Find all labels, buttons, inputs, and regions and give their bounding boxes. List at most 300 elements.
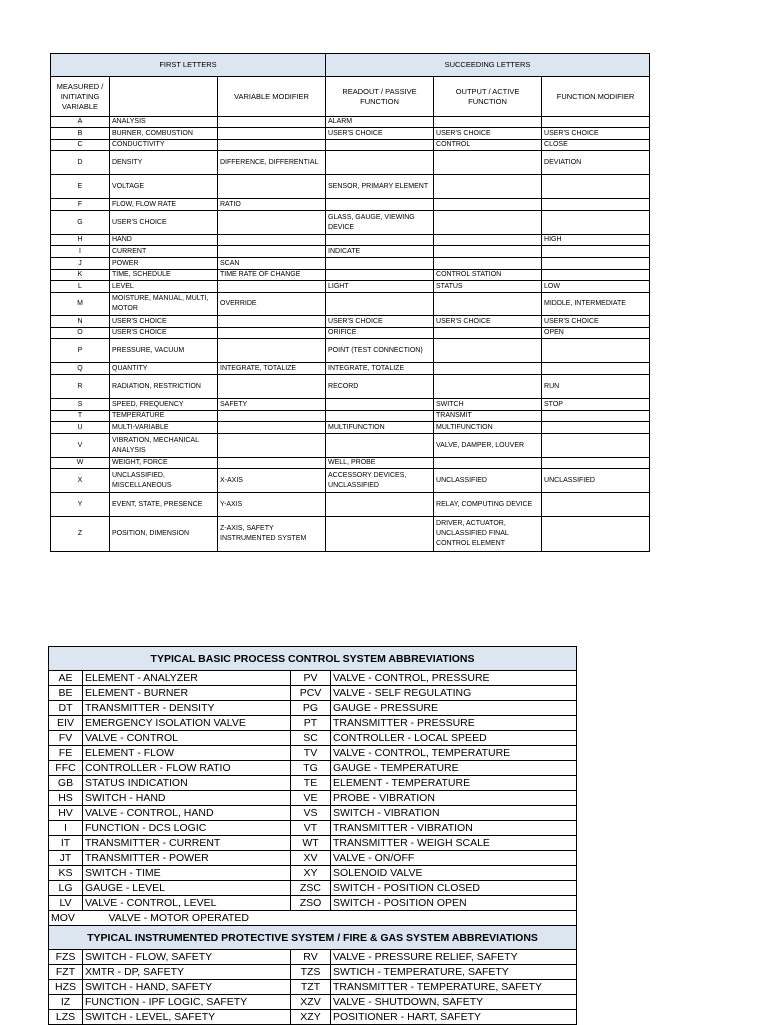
variable-modifier-cell: RATIO [218,199,326,211]
abbrev-code: TZT [291,980,331,995]
letter-cell: E [51,175,110,199]
letter-row [51,175,650,199]
function-modifier-cell [542,175,650,199]
measured-variable-cell: PRESSURE, VACUUM [110,339,218,363]
abbrev-code: TV [291,746,331,761]
variable-modifier-cell: Y-AXIS [218,493,326,517]
abbreviation-row [49,950,577,965]
abbrev-code: XV [291,851,331,866]
variable-modifier-cell [218,422,326,434]
output-function-cell [434,258,542,270]
abbrev-code: HS [49,791,83,806]
abbrev-code: FZS [49,950,83,965]
variable-modifier-cell [218,140,326,151]
readout-function-cell [326,151,434,175]
abbrev-description: CONTROLLER - FLOW RATIO [83,761,291,776]
letter-row [51,363,650,375]
abbreviations-table [48,646,577,1025]
letter-cell: S [51,399,110,411]
output-function-cell: USER'S CHOICE [434,128,542,140]
letter-cell: C [51,140,110,151]
col-header-readout: READOUT / PASSIVE FUNCTION [326,77,434,117]
function-modifier-cell: DEVIATION [542,151,650,175]
first-letters-header: FIRST LETTERS [51,54,326,77]
letter-row [51,411,650,422]
variable-modifier-cell: Z-AXIS, SAFETY INSTRUMENTED SYSTEM [218,517,326,552]
abbrev-description: TRANSMITTER - CURRENT [83,836,291,851]
abbrev-description: GAUGE - LEVEL [83,881,291,896]
variable-modifier-cell [218,235,326,246]
output-function-cell [434,211,542,235]
function-modifier-cell [542,493,650,517]
readout-function-cell [326,434,434,458]
abbreviation-row [49,761,577,776]
abbrev-description: VALVE - CONTROL, LEVEL [83,896,291,911]
abbrev-description: SWITCH - HAND [83,791,291,806]
readout-function-cell: ALARM [326,117,434,128]
readout-function-cell: INTEGRATE, TOTALIZE [326,363,434,375]
output-function-cell: UNCLASSIFIED [434,469,542,493]
function-modifier-cell: MIDDLE, INTERMEDIATE [542,293,650,316]
succeeding-letters-header: SUCCEEDING LETTERS [326,54,650,77]
col-header-measured: MEASURED / INITIATING VARIABLE [51,77,110,117]
abbrev-description: VALVE - CONTROL, TEMPERATURE [331,746,577,761]
letter-cell: W [51,458,110,469]
letter-row [51,258,650,270]
measured-variable-cell: VOLTAGE [110,175,218,199]
letter-cell: Q [51,363,110,375]
letter-row [51,117,650,128]
col-header-function-modifier: FUNCTION MODIFIER [542,77,650,117]
output-function-cell: VALVE, DAMPER, LOUVER [434,434,542,458]
readout-function-cell: RECORD [326,375,434,399]
letter-cell: R [51,375,110,399]
letter-row [51,422,650,434]
abbrev-code: PG [291,701,331,716]
abbrev-code: FFC [49,761,83,776]
measured-variable-cell: VIBRATION, MECHANICAL ANALYSIS [110,434,218,458]
readout-function-cell: USER'S CHOICE [326,316,434,328]
letter-row [51,128,650,140]
abbrev-code: HV [49,806,83,821]
abbrev-code: FZT [49,965,83,980]
abbrev-code: GB [49,776,83,791]
letter-cell: V [51,434,110,458]
variable-modifier-cell [218,411,326,422]
abbrev-code: TE [291,776,331,791]
abbrev-code: PT [291,716,331,731]
abbrev-code: VT [291,821,331,836]
letter-row [51,328,650,339]
output-function-cell [434,339,542,363]
abbrev-code: TG [291,761,331,776]
abbrev-description: VALVE - SELF REGULATING [331,686,577,701]
variable-modifier-cell: INTEGRATE, TOTALIZE [218,363,326,375]
abbrev-description: SWITCH - POSITION CLOSED [331,881,577,896]
abbrev-code: AE [49,671,83,686]
abbrev-description: FUNCTION - DCS LOGIC [83,821,291,836]
abbrev-description: VALVE - SHUTDOWN, SAFETY [331,995,577,1010]
abbreviation-row [49,731,577,746]
variable-modifier-cell [218,339,326,363]
function-modifier-cell [542,517,650,552]
abbrev-code: DT [49,701,83,716]
letter-cell: Z [51,517,110,552]
abbrev-code: XY [291,866,331,881]
readout-function-cell: WELL, PROBE [326,458,434,469]
col-header-output: OUTPUT / ACTIVE FUNCTION [434,77,542,117]
function-modifier-cell [542,422,650,434]
abbrev-description: GAUGE - PRESSURE [331,701,577,716]
letter-cell: O [51,328,110,339]
readout-function-cell: SENSOR, PRIMARY ELEMENT [326,175,434,199]
abbrev-description: VALVE - CONTROL, PRESSURE [331,671,577,686]
variable-modifier-cell [218,458,326,469]
abbrev-description: SWITCH - LEVEL, SAFETY [83,1010,291,1025]
letter-row [51,235,650,246]
variable-modifier-cell: X-AXIS [218,469,326,493]
function-modifier-cell: USER'S CHOICE [542,316,650,328]
variable-modifier-cell [218,246,326,258]
readout-function-cell: POINT (TEST CONNECTION) [326,339,434,363]
abbrev-description: SWTICH - TEMPERATURE, SAFETY [331,965,577,980]
abbrev-code: VE [291,791,331,806]
abbreviation-row [49,866,577,881]
function-modifier-cell: RUN [542,375,650,399]
letter-row [51,281,650,293]
letter-row [51,270,650,281]
output-function-cell: MULTIFUNCTION [434,422,542,434]
abbrev-description: FUNCTION - IPF LOGIC, SAFETY [83,995,291,1010]
abbreviation-row [49,791,577,806]
abbrev-description: ELEMENT - FLOW [83,746,291,761]
abbreviation-row [49,716,577,731]
abbrev-code: LZS [49,1010,83,1025]
abbrev-code: I [49,821,83,836]
readout-function-cell [326,517,434,552]
abbrev-description: VALVE - ON/OFF [331,851,577,866]
output-function-cell [434,199,542,211]
abbrev-code: ZSO [291,896,331,911]
abbrev-code: LV [49,896,83,911]
abbrev-description: TRANSMITTER - DENSITY [83,701,291,716]
variable-modifier-cell [218,117,326,128]
abbrev-description: ELEMENT - ANALYZER [83,671,291,686]
abbreviation-row [49,896,577,911]
readout-function-cell [326,411,434,422]
abbrev-description: VALVE - MOTOR OPERATED [83,911,577,926]
abbrev-code: KS [49,866,83,881]
output-function-cell: DRIVER, ACTUATOR, UNCLASSIFIED FINAL CONTROL ELEMENT [434,517,542,552]
abbrev-description: SOLENOID VALVE [331,866,577,881]
col-header-variable-modifier: VARIABLE MODIFIER [218,77,326,117]
output-function-cell [434,363,542,375]
abbrev-description: ELEMENT - TEMPERATURE [331,776,577,791]
variable-modifier-cell [218,211,326,235]
abbrev-description: EMERGENCY ISOLATION VALVE [83,716,291,731]
abbrev-description: STATUS INDICATION [83,776,291,791]
output-function-cell [434,235,542,246]
abbrev-description: SWITCH - VIBRATION [331,806,577,821]
abbrev-code: PV [291,671,331,686]
variable-modifier-cell [218,128,326,140]
letter-cell: K [51,270,110,281]
function-modifier-cell: OPEN [542,328,650,339]
variable-modifier-cell [218,328,326,339]
abbrev-description: TRANSMITTER - WEIGH SCALE [331,836,577,851]
abbrev-code: IT [49,836,83,851]
variable-modifier-cell: SCAN [218,258,326,270]
output-function-cell [434,246,542,258]
readout-function-cell [326,399,434,411]
output-function-cell [434,293,542,316]
abbrev-code: XZY [291,1010,331,1025]
abbrev-code: MOV [49,911,83,926]
abbrev-description: GAUGE - TEMPERATURE [331,761,577,776]
abbreviation-row [49,776,577,791]
measured-variable-cell: WEIGHT, FORCE [110,458,218,469]
abbrev-description: VALVE - CONTROL, HAND [83,806,291,821]
letter-cell: P [51,339,110,363]
abbrev-code: PCV [291,686,331,701]
letter-cell: H [51,235,110,246]
abbrev-description: XMTR - DP, SAFETY [83,965,291,980]
output-function-cell: CONTROL [434,140,542,151]
letter-cell: A [51,117,110,128]
function-modifier-cell [542,363,650,375]
output-function-cell [434,175,542,199]
measured-variable-cell: POWER [110,258,218,270]
abbreviation-row [49,746,577,761]
abbrev-description: SWITCH - FLOW, SAFETY [83,950,291,965]
output-function-cell [434,328,542,339]
abbrev-code: SC [291,731,331,746]
variable-modifier-cell [218,375,326,399]
readout-function-cell [326,493,434,517]
measured-variable-cell: TIME, SCHEDULE [110,270,218,281]
function-modifier-cell [542,199,650,211]
abbreviation-row [49,980,577,995]
measured-variable-cell: USER'S CHOICE [110,328,218,339]
letter-row [51,339,650,363]
variable-modifier-cell [218,281,326,293]
readout-function-cell [326,140,434,151]
letter-cell: G [51,211,110,235]
function-modifier-cell [542,211,650,235]
measured-variable-cell: USER'S CHOICE [110,211,218,235]
abbrev-description: VALVE - PRESSURE RELIEF, SAFETY [331,950,577,965]
letter-cell: I [51,246,110,258]
output-function-cell: SWITCH [434,399,542,411]
abbreviation-row [49,1010,577,1025]
output-function-cell: USER'S CHOICE [434,316,542,328]
letter-cell: F [51,199,110,211]
function-modifier-cell [542,434,650,458]
letter-cell: N [51,316,110,328]
readout-function-cell [326,235,434,246]
abbrev-description: SWITCH - POSITION OPEN [331,896,577,911]
abbreviation-row [49,836,577,851]
measured-variable-cell: POSITION, DIMENSION [110,517,218,552]
abbreviation-row [49,701,577,716]
letter-row [51,199,650,211]
letter-cell: Y [51,493,110,517]
measured-variable-cell: CONDUCTIVITY [110,140,218,151]
abbrev-code: VS [291,806,331,821]
abbreviation-row [49,821,577,836]
abbrev-description: TRANSMITTER - VIBRATION [331,821,577,836]
readout-function-cell [326,199,434,211]
identification-letters-table [50,53,650,552]
letter-row [51,493,650,517]
letter-row [51,517,650,552]
abbrev-code: FE [49,746,83,761]
readout-function-cell: INDICATE [326,246,434,258]
letter-cell: U [51,422,110,434]
variable-modifier-cell [218,175,326,199]
variable-modifier-cell [218,434,326,458]
output-function-cell: TRANSMIT [434,411,542,422]
readout-function-cell: LIGHT [326,281,434,293]
measured-variable-cell: TEMPERATURE [110,411,218,422]
abbrev-code: XZV [291,995,331,1010]
readout-function-cell: MULTIFUNCTION [326,422,434,434]
variable-modifier-cell: SAFETY [218,399,326,411]
function-modifier-cell [542,411,650,422]
abbreviation-row [49,995,577,1010]
letter-cell: L [51,281,110,293]
abbrev-description: TRANSMITTER - TEMPERATURE, SAFETY [331,980,577,995]
function-modifier-cell: LOW [542,281,650,293]
abbrev-description: TRANSMITTER - POWER [83,851,291,866]
letter-row [51,399,650,411]
function-modifier-cell: CLOSE [542,140,650,151]
abbrev-description: PROBE - VIBRATION [331,791,577,806]
abbrev-code: FV [49,731,83,746]
abbrev-description: TRANSMITTER - PRESSURE [331,716,577,731]
letter-row [51,316,650,328]
measured-variable-cell: ANALYSIS [110,117,218,128]
measured-variable-cell: SPEED, FREQUENCY [110,399,218,411]
measured-variable-cell: MOISTURE, MANUAL, MULTI, MOTOR [110,293,218,316]
abbrev-description: SWITCH - HAND, SAFETY [83,980,291,995]
abbreviation-row [49,965,577,980]
function-modifier-cell [542,458,650,469]
letter-row [51,151,650,175]
letter-row [51,140,650,151]
abbreviation-row [49,671,577,686]
abbreviation-row [49,806,577,821]
output-function-cell: STATUS [434,281,542,293]
function-modifier-cell [542,117,650,128]
abbreviation-row [49,881,577,896]
letter-row [51,293,650,316]
function-modifier-cell [542,258,650,270]
letter-cell: B [51,128,110,140]
abbrev-code: WT [291,836,331,851]
abbrev-code: JT [49,851,83,866]
measured-variable-cell: CURRENT [110,246,218,258]
output-function-cell: RELAY, COMPUTING DEVICE [434,493,542,517]
measured-variable-cell: QUANTITY [110,363,218,375]
abbrev-code: ZSC [291,881,331,896]
letter-row [51,246,650,258]
variable-modifier-cell [218,316,326,328]
abbrev-description: POSITIONER - HART, SAFETY [331,1010,577,1025]
abbreviation-row-mov [49,911,577,926]
variable-modifier-cell: OVERRIDE [218,293,326,316]
abbrev-code: EIV [49,716,83,731]
readout-function-cell [326,258,434,270]
readout-function-cell [326,293,434,316]
measured-variable-cell: MULTI-VARIABLE [110,422,218,434]
measured-variable-cell: DENSITY [110,151,218,175]
readout-function-cell: GLASS, GAUGE, VIEWING DEVICE [326,211,434,235]
abbrev-code: IZ [49,995,83,1010]
measured-variable-cell: FLOW, FLOW RATE [110,199,218,211]
variable-modifier-cell: TIME RATE OF CHANGE [218,270,326,281]
letter-cell: T [51,411,110,422]
abbrev-code: TZS [291,965,331,980]
letter-row [51,375,650,399]
measured-variable-cell: EVENT, STATE, PRESENCE [110,493,218,517]
abbrev-code: BE [49,686,83,701]
output-function-cell [434,375,542,399]
function-modifier-cell [542,246,650,258]
measured-variable-cell: UNCLASSIFIED, MISCELLANEOUS [110,469,218,493]
letter-cell: J [51,258,110,270]
abbrev-description: VALVE - CONTROL [83,731,291,746]
measured-variable-cell: BURNER, COMBUSTION [110,128,218,140]
function-modifier-cell [542,270,650,281]
output-function-cell [434,458,542,469]
letter-row [51,434,650,458]
abbrev-description: ELEMENT - BURNER [83,686,291,701]
readout-function-cell [326,270,434,281]
abbrev-description: SWITCH - TIME [83,866,291,881]
safety-section-title: TYPICAL INSTRUMENTED PROTECTIVE SYSTEM / FIRE & GAS SYSTEM ABBREVIATIONS [49,926,577,950]
abbrev-description: CONTROLLER - LOCAL SPEED [331,731,577,746]
readout-function-cell: USER'S CHOICE [326,128,434,140]
basic-section-title: TYPICAL BASIC PROCESS CONTROL SYSTEM ABBREVIATIONS [49,647,577,671]
abbrev-code: LG [49,881,83,896]
output-function-cell [434,151,542,175]
readout-function-cell: ORIFICE [326,328,434,339]
letter-cell: X [51,469,110,493]
letter-row [51,469,650,493]
measured-variable-cell: HAND [110,235,218,246]
measured-variable-cell: LEVEL [110,281,218,293]
letter-row [51,211,650,235]
measured-variable-cell: USER'S CHOICE [110,316,218,328]
letter-cell: M [51,293,110,316]
letter-row [51,458,650,469]
function-modifier-cell: HIGH [542,235,650,246]
output-function-cell [434,117,542,128]
abbrev-code: RV [291,950,331,965]
output-function-cell: CONTROL STATION [434,270,542,281]
variable-modifier-cell: DIFFERENCE, DIFFERENTIAL [218,151,326,175]
function-modifier-cell: STOP [542,399,650,411]
abbreviation-row [49,851,577,866]
measured-variable-cell: RADIATION, RESTRICTION [110,375,218,399]
function-modifier-cell: USER'S CHOICE [542,128,650,140]
col-header-blank [110,77,218,117]
abbrev-code: HZS [49,980,83,995]
abbreviation-row [49,686,577,701]
letter-cell: D [51,151,110,175]
function-modifier-cell: UNCLASSIFIED [542,469,650,493]
